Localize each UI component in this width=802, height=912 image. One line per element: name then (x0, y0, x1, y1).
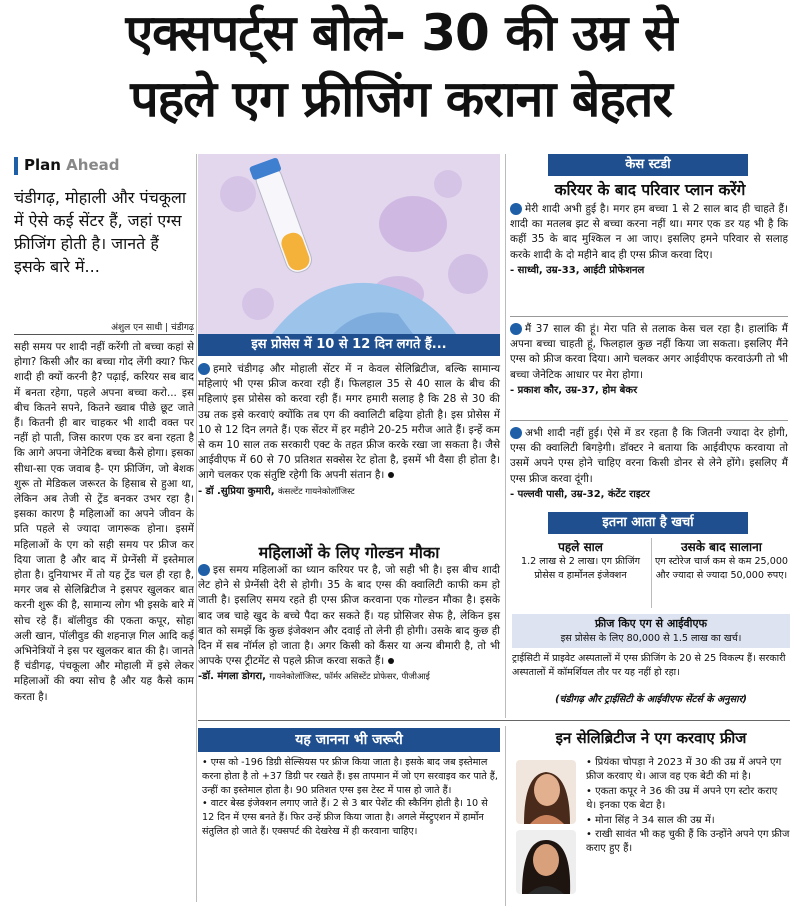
column-divider (505, 154, 506, 718)
avatar-icon (516, 760, 576, 824)
ivf-cost-box (512, 614, 790, 648)
celeb-item: • प्रियंका चोपड़ा ने 2023 में 30 की उम्र में अपने एग फ्रीज करवाए थे। आज वह एक बेटी की मां है। (586, 757, 782, 783)
headline-line-2: पहले एग फ्रीजिंग कराना बेहतर (130, 70, 672, 128)
case-2-signature: - प्रकाश कौर, उम्र-37, होम बेकर (510, 384, 638, 396)
doctor-2-name: -डॉ. मंगला डोगरा, (198, 671, 266, 683)
column-divider (651, 538, 652, 608)
doctor-2-signature (198, 669, 500, 685)
doctor-1-name: - डॉ .सुप्रिया कुमारी, (198, 485, 275, 497)
plan-ahead-tag (14, 156, 194, 182)
expense-header: इतना आता है खर्चा (548, 512, 748, 534)
first-year-cost (512, 538, 649, 582)
tag-ahead: Ahead (66, 156, 120, 174)
case-study-header: केस स्टडी (548, 154, 748, 176)
doctor-1-signature (198, 484, 500, 500)
article-body: सही समय पर शादी नहीं करेंगी तो बच्चा कहां से होगा? किसी और का बच्चा गोद लेंगी क्या? फिर शादी ही क्यों करनी है? पढ़ाई, करियर सब बाद में बनता रहेगा, पहले अपना बच्चा करो... इस बीच कितने सपने, कितने ख्वाब पीछे छूट जाते हैं। कितनी ही बार चाहकर भी शादी वक्त पर नहीं हो पाती, जिस कारण एक डर बना रहता है कि आगे अपना जेनेटिक बच्चा कैसे होगा। इसका सीधा-सा एक जवाब है- एग फ्रीजिंग, जो बेशक शुरू तो मेडिकल जरूरत के हिसाब से हुआ था, लेकिन अब तेजी से ट्रेंड बनकर उभर रहा है। इसका कारण है महिलाओं का अपने जीवन के प्रति पहले से ज्यादा जागरूक होना। इसमें महिलाओं के एग को सही समय पर फ्रीज कर दिया जाता है और बाद में प्रेग्नेंसी में इस्तेमाल होता है। दुनियाभर में तो यह ट्रेंड चल ही रहा है, मगर जब से सेलिब्रिटीज ने इसपर खुलकर बात करनी शुरू की है, सामान्य लोग भी इसके बारे में सोच रहे हैं। बॉलीवुड की एकता कपूर, सोहा अली खान, पॉलीवुड की शहनाज़ गिल आदि कई अभिनेत्रियों ने इस पर खुलकर बात की है। जानते हैं चंडीगढ़, पंचकूला और मोहाली में इसे लेकर महिलाओं की क्या सोच है और यह कैसे काम करता है। (14, 341, 194, 703)
golden-opportunity-heading: महिलाओं के लिए गोल्डन मौका (258, 543, 440, 562)
headline (0, 0, 802, 150)
celeb-item: • मोना सिंह ने 34 साल की उम्र में। (586, 814, 715, 826)
facts-header: यह जानना भी जरूरी (198, 728, 500, 752)
case-2-text: मैं 37 साल की हूं। मेरा पति से तलाक केस चल रहा है। हालांकि मैं अपना बच्चा चाहती हूं, फिलहाल कुछ नहीं किया जा सकता। इसलिए मैंने एग्स को फ्रीज करवा दिया। आगे चलकर अगर आईवीएफ करवाऊंगी तो भी बच्चा जेनेटिक आधार पर मेरा होगा। (510, 323, 788, 381)
annual-text: एग स्टोरेज चार्ज कम से कम 25,000 और ज्यादा से ज्यादा 50,000 रुपए। (654, 556, 789, 581)
doctor-quote-1 (198, 362, 500, 500)
quote-dot-icon (198, 363, 210, 375)
column-divider (196, 154, 197, 902)
fact-item: • एग्स को -196 डिग्री सेल्सियस पर फ्रीज किया जाता है। इसके बाद जब इस्तेमाल करना होता है तो +37 डिग्री पर रखते हैं। इस तापमान में जो एग सरवाइव कर पाते हैं, उन्हीं का इस्तेमाल होता है। 90 प्रतिशत एग्स इस टेस्ट में पास हो जाते हैं। (202, 757, 498, 796)
doctor-2-title: गायनेकोलॉजिस्ट, फॉर्मर असिस्टेंट प्रोफेसर, पीजीआई (269, 672, 430, 683)
egg-freezing-photo (198, 154, 500, 354)
case-3-signature: - पल्लवी पासी, उम्र-32, कंटेंट राइटर (510, 488, 650, 500)
quote-dot-icon (198, 564, 210, 576)
ivf-title: फ्रीज किए एग से आईवीएफ (594, 617, 708, 630)
case-3 (510, 426, 788, 502)
case-3-text: अभी शादी नहीं हुई। ऐसे में डर रहता है कि जितनी ज्यादा देर होगी, एग्स की क्वालिटी बिगड़ेगी। डॉक्टर ने बताया कि आईवीएफ करवाया तो उसमें अपने एग्स होने चाहिए वरना किसी डोनर से लेने होंगे। इसलिए मैं एग्स फ्रीज करवा दूंगी। (510, 427, 788, 485)
quote-dot-icon (510, 203, 522, 215)
celeb-item: • राखी सावंत भी कह चुकी हैं कि उन्होंने अपने एग फ्रीज कराए हुए हैं। (586, 829, 790, 855)
case-1-signature: - साध्वी, उम्र-33, आईटी प्रोफेशनल (510, 264, 645, 276)
tag-bar (14, 157, 18, 175)
quote-dot-icon (510, 427, 522, 439)
tricity-note: ट्राईसिटी में प्राइवेट अस्पतालों में एग्स फ्रीजिंग के 20 से 25 विकल्प हैं। सरकारी अस्पतालों में कॉमर्शियल तौर पर यह नहीं हो रहा। (512, 653, 786, 678)
avatar-icon (516, 830, 576, 894)
fact-item: • वाटर बेस्ड इंजेक्शन लगाए जाते हैं। 2 से 3 बार पेशेंट की स्कैनिंग होती है। 10 से 12 दिन में एग्स बनते हैं। फिर उन्हें फ्रीज किया जाता है। अगले मेंस्ट्रुएशन में हार्मोन संतुलित हो जाते हैं। एक्सपर्ट की देखरेख में ही करवाना चाहिए। (202, 798, 488, 837)
expense-grid (512, 538, 790, 610)
facts-body (202, 756, 498, 839)
celebrity-photo (516, 760, 576, 824)
headline-line-1: एक्सपर्ट्स बोले- 30 की उम्र से (125, 4, 677, 62)
case-1 (510, 202, 788, 278)
celebs-list (586, 756, 790, 857)
quote-dot-icon (510, 323, 522, 335)
photo-caption: इस प्रोसेस में 10 से 12 दिन लगते हैं... (198, 334, 500, 356)
doctor-quote-2 (198, 563, 500, 686)
intro-deck: चंडीगढ़, मोहाली और पंचकूला में ऐसे कई सेंटर हैं, जहां एग्स फ्रीजिंग होती है। जानते हैं इसके बारे में... (14, 188, 187, 276)
divider (14, 334, 194, 335)
annual-cost (653, 538, 790, 582)
first-year-title: पहले साल (558, 540, 603, 554)
celeb-item: • एकता कपूर ने 36 की उम्र में अपने एग स्टोर कराए थे। इनका एक बेटा है। (586, 785, 778, 812)
doctor-1-text: हमारे चंडीगढ़ और मोहाली सेंटर में न केवल सेलिब्रिटीज, बल्कि सामान्य महिलाएं भी एग्स फ्रीज करवा रही हैं। फिलहाल 35 से 40 साल के बीच की महिलाएं इस प्रोसेस को करवा रही हैं। मगर हमारी सलाह है कि 28 से 30 की उम्र तक इसे करवाएं क्योंकि तब एग की क्वालिटी बढ़िया होती है। इस प्रोसेस में 10 से 12 दिन लगते हैं। एक सेंटर में हर महीने 20-25 मरीज आते हैं। इन्हें कम से कम 10 साल तक सरकारी एक्ट के तहत फ्रीज करके रखा जा सकता है। जैसे आईवीएफ में 60 से 70 प्रतिशत सक्सेस रेट होता है, इसमें भी वैसा ही होता है। आगे चलकर एक संतुष्टि रहेगी कि अपनी संतान है। (198, 363, 500, 482)
celebs-header: इन सेलिब्रिटीज ने एग करवाए फ्रीज (555, 729, 747, 747)
ivf-text: इस प्रोसेस के लिए 80,000 से 1.5 लाख का खर्च। (560, 633, 742, 644)
source-note: (चंडीगढ़ और ट्राईसिटी के आईवीएफ सेंटर्स के अनुसार) (555, 694, 747, 705)
case-2 (510, 322, 788, 398)
doctor-2-text: इस समय महिलाओं का ध्यान करियर पर है, जो सही भी है। इस बीच शादी लेट होने से प्रेग्नेंसी देरी से होगी। 35 के बाद एग्स की क्वालिटी काफी कम हो जाती है। इसलिए समय रहते ही एग्स फ्रीज करवाना एक गोल्डन मौका है। इसके बाद जब चाहे खुद के बच्चे पैदा कर सकते हैं। यह प्रोसिजर सेफ है, लेकिन इस बात को समझें कि कुछ इंजेक्शन और दवाई तो लेनी ही होगी। उसके बाद कुछ ही दिन में सब नॉर्मल हो जाता है। अगर किसी को कैंसर या अन्य बीमारी है, तो भी आपके एग्स ट्रीटमेंट से पहले फ्रीज करवा सकते हैं। (198, 564, 500, 668)
divider (510, 316, 788, 317)
end-dot-icon (388, 472, 394, 478)
end-dot-icon (388, 658, 394, 664)
divider (198, 720, 790, 721)
tag-plan: Plan (24, 156, 61, 174)
first-year-text: 1.2 लाख से 2 लाख। एग फ्रीजिंग प्रोसेस व हार्मोनल इंजेक्शन (520, 556, 641, 581)
test-tube-illustration (198, 154, 500, 354)
doctor-1-title: कंसल्टेंट गायनेकोलॉजिस्ट (277, 486, 355, 497)
byline: अंशुल एन साधी | चंडीगढ़ (111, 323, 194, 333)
case-1-text: मेरी शादी अभी हुई है। मगर हम बच्चा 1 से 2 साल बाद ही चाहते हैं। शादी का मतलब झट से बच्चा करना नहीं था। मगर एक डर यह भी है कि कहीं 35 के बाद मुश्किल न आ जाए। इसलिए हमने परिवार से सलाह करके शादी के दो महीने बाद ही एग्स फ्रीज करवा दिए। (510, 203, 788, 261)
column-divider (505, 726, 506, 906)
case-study-title: करियर के बाद परिवार प्लान करेंगे (554, 181, 746, 199)
celebrity-photo (516, 830, 576, 894)
annual-title: उसके बाद सालाना (681, 540, 762, 554)
divider (510, 420, 788, 421)
